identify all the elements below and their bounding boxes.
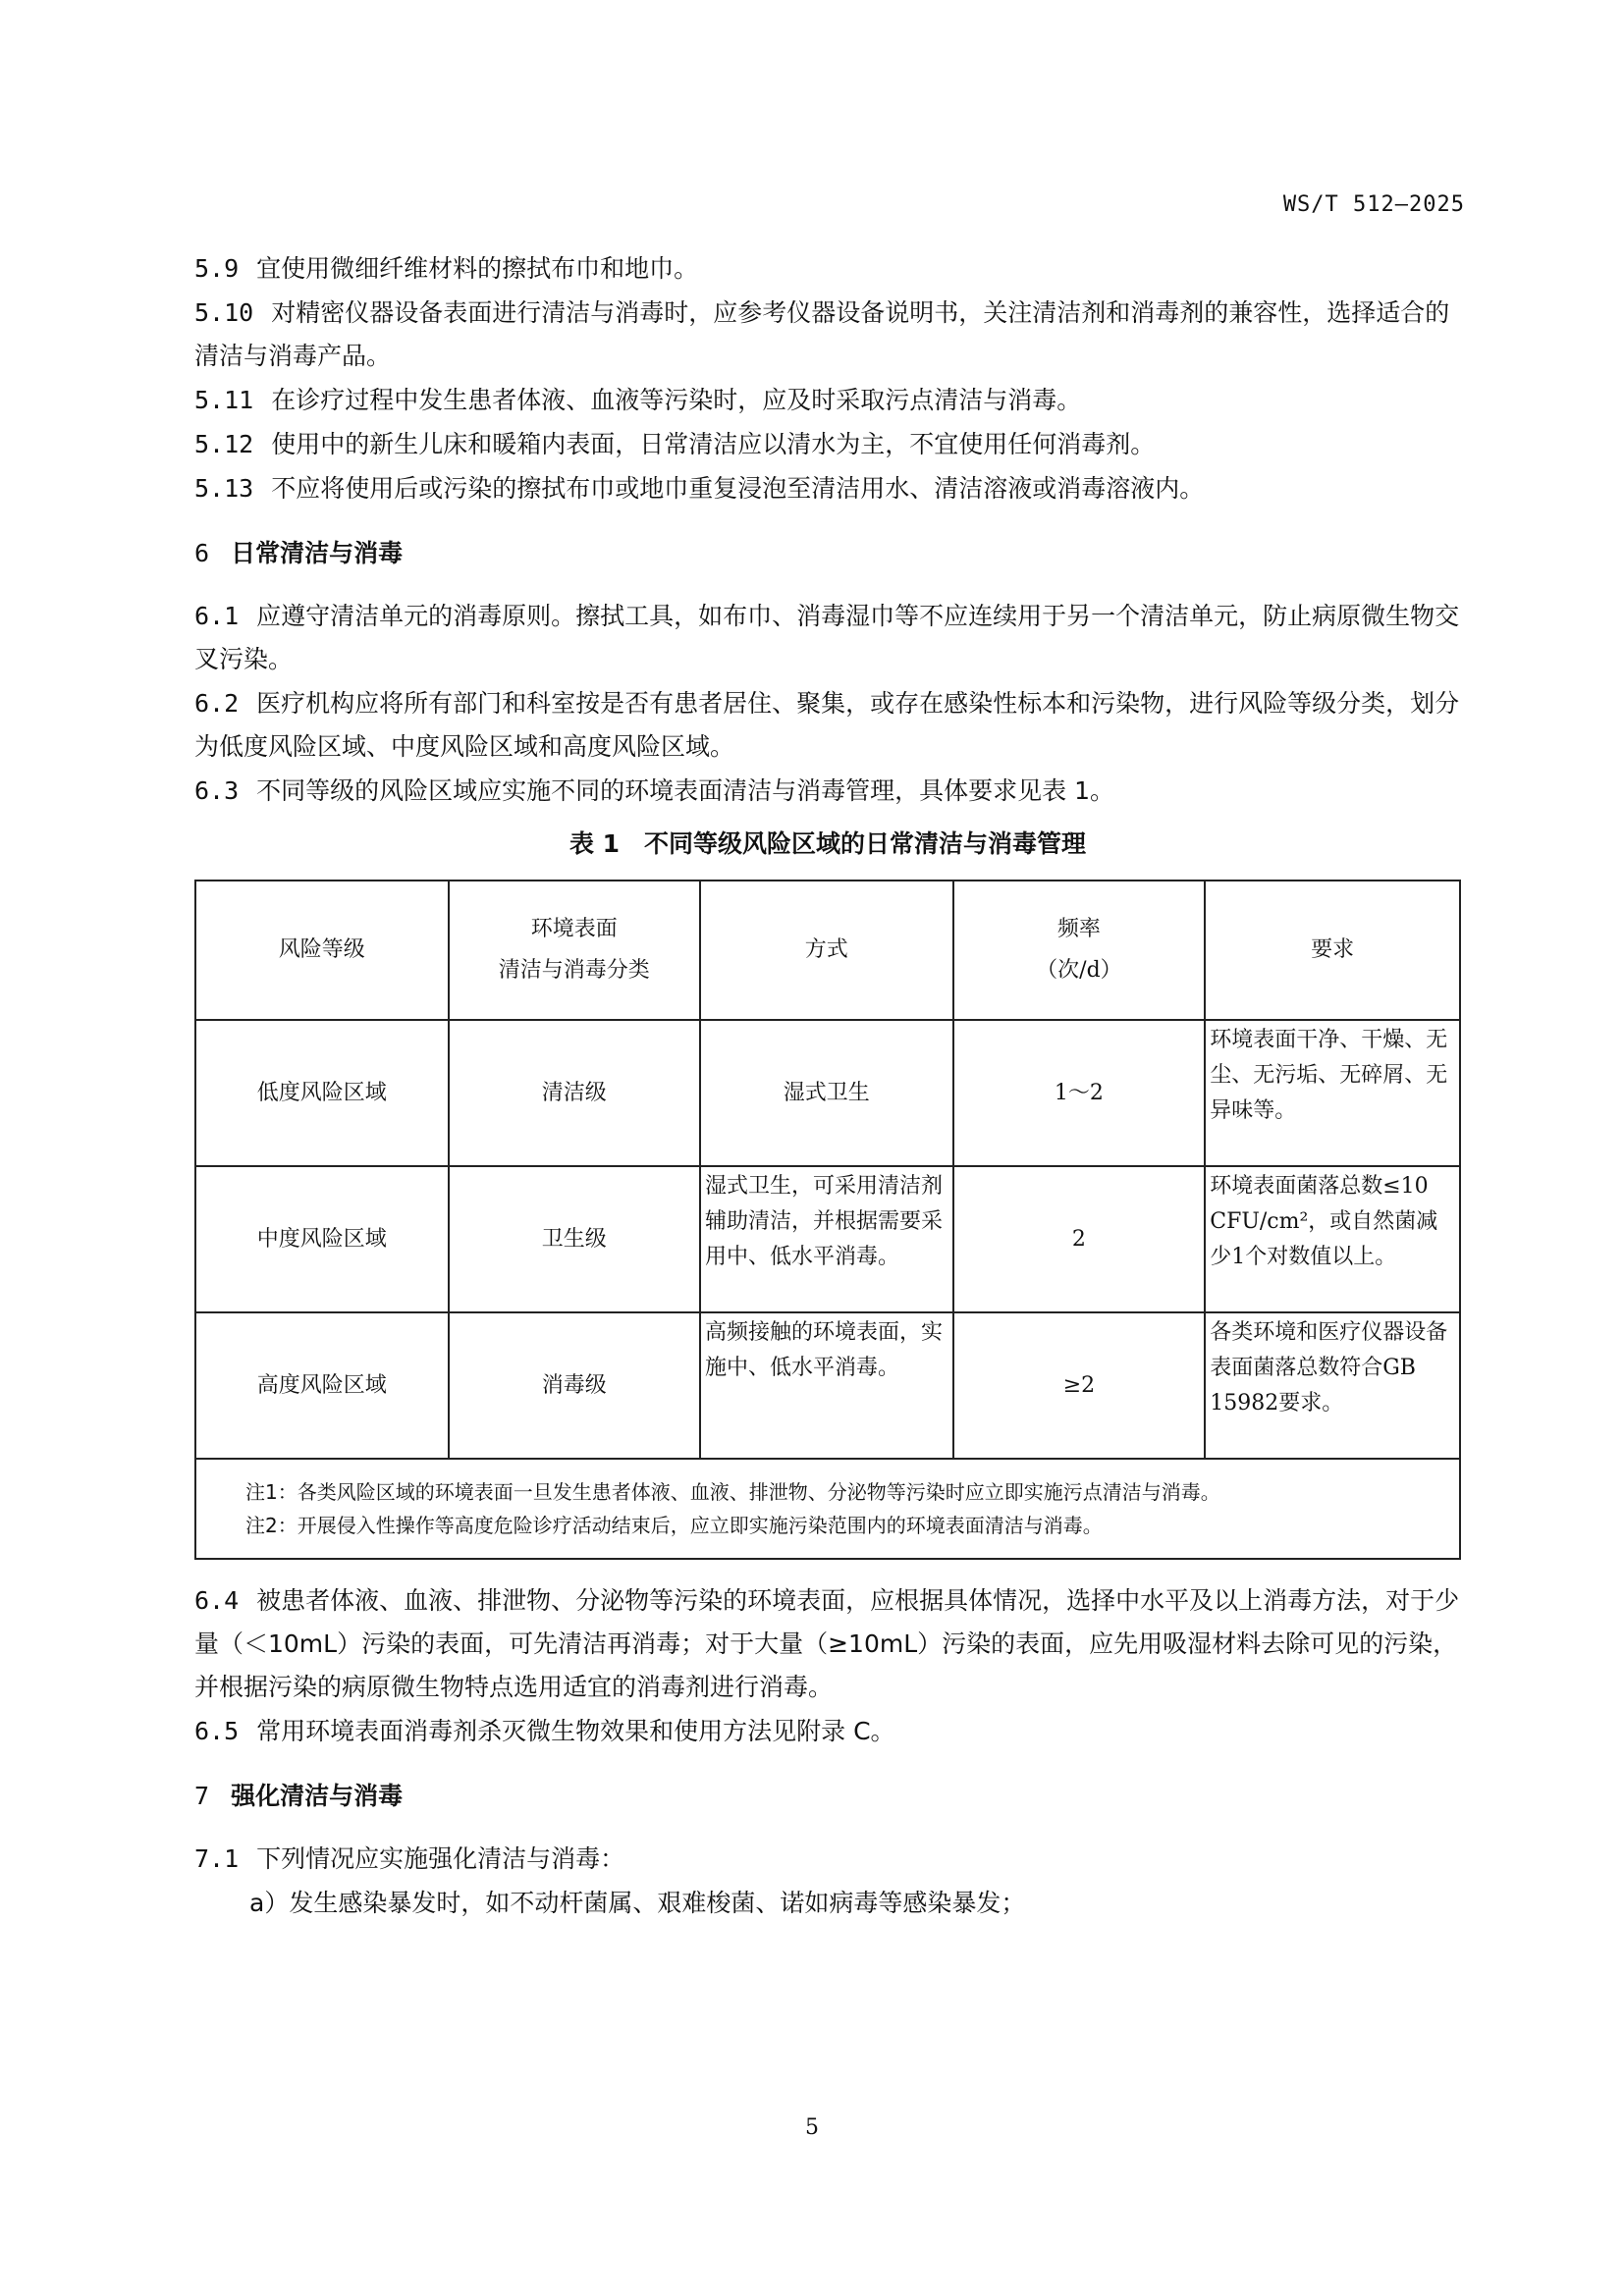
clause-6-3 bbox=[194, 770, 1461, 813]
clause-5-9 bbox=[194, 247, 1461, 291]
clause-5-11 bbox=[194, 379, 1461, 422]
header-frequency-line1: 频率 bbox=[1056, 917, 1101, 941]
cell-requirement: 各类环境和医疗仪器设备表面菌落总数符合GB 15982要求。 bbox=[1205, 1312, 1460, 1459]
cell-frequency: ≥2 bbox=[953, 1312, 1206, 1459]
table-notes bbox=[195, 1459, 1460, 1559]
clause-number: 5.12 bbox=[194, 430, 254, 458]
clause-number: 5.9 bbox=[194, 254, 240, 283]
clause-number: 6.2 bbox=[194, 689, 240, 718]
table-row bbox=[195, 1312, 1460, 1459]
cell-frequency: 2 bbox=[953, 1166, 1206, 1312]
document-code: WS/T 512—2025 bbox=[1282, 192, 1465, 217]
clause-number: 6.3 bbox=[194, 776, 240, 805]
clause-text: 对精密仪器设备表面进行清洁与消毒时，应参考仪器设备说明书，关注清洁剂和消毒剂的兼容性，选择适合的清洁与消毒产品。 bbox=[194, 298, 1450, 370]
header-frequency-line2: （次/d） bbox=[1036, 958, 1122, 983]
clause-text: 常用环境表面消毒剂杀灭微生物效果和使用方法见附录 C。 bbox=[256, 1717, 895, 1745]
header-surface-category bbox=[449, 881, 701, 1020]
cell-category: 卫生级 bbox=[449, 1166, 701, 1312]
cell-requirement: 环境表面干净、干燥、无尘、无污垢、无碎屑、无异味等。 bbox=[1205, 1020, 1460, 1166]
clause-number: 5.11 bbox=[194, 386, 254, 414]
header-method: 方式 bbox=[700, 881, 953, 1020]
clause-text: 使用中的新生儿床和暖箱内表面，日常清洁应以清水为主，不宜使用任何消毒剂。 bbox=[271, 430, 1156, 458]
header-risk-level: 风险等级 bbox=[195, 881, 449, 1020]
section-number: 7 bbox=[194, 1782, 210, 1810]
clause-6-5 bbox=[194, 1710, 1461, 1753]
cell-requirement: 环境表面菌落总数≤10 CFU/cm²，或自然菌减少1个对数值以上。 bbox=[1205, 1166, 1460, 1312]
cell-level: 中度风险区域 bbox=[195, 1166, 449, 1312]
clause-7-1 bbox=[194, 1838, 1461, 1881]
section-title: 强化清洁与消毒 bbox=[231, 1782, 404, 1810]
clause-5-13 bbox=[194, 467, 1461, 510]
clause-text: 应遵守清洁单元的消毒原则。擦拭工具，如布巾、消毒湿巾等不应连续用于另一个清洁单元，防止病原微生物交叉污染。 bbox=[194, 602, 1460, 673]
cell-category: 清洁级 bbox=[449, 1020, 701, 1166]
header-requirement: 要求 bbox=[1205, 881, 1460, 1020]
risk-area-table bbox=[194, 880, 1461, 1560]
cell-method: 高频接触的环境表面，实施中、低水平消毒。 bbox=[700, 1312, 953, 1459]
clause-number: 6.1 bbox=[194, 602, 240, 630]
header-surface-line1: 环境表面 bbox=[530, 917, 618, 941]
cell-level: 低度风险区域 bbox=[195, 1020, 449, 1166]
page-number: 5 bbox=[805, 2115, 819, 2140]
cell-method: 湿式卫生，可采用清洁剂辅助清洁，并根据需要采用中、低水平消毒。 bbox=[700, 1166, 953, 1312]
table-row bbox=[195, 1166, 1460, 1312]
list-item-a: a）发生感染暴发时，如不动杆菌属、艰难梭菌、诺如病毒等感染暴发； bbox=[249, 1889, 1026, 1917]
clause-5-10 bbox=[194, 292, 1461, 378]
clause-text: 医疗机构应将所有部门和科室按是否有患者居住、聚集，或存在感染性标本和污染物，进行风险等级分类，划分为低度风险区域、中度风险区域和高度风险区域。 bbox=[194, 689, 1460, 761]
clause-number: 6.5 bbox=[194, 1717, 240, 1745]
cell-method: 湿式卫生 bbox=[700, 1020, 953, 1166]
clause-number: 7.1 bbox=[194, 1844, 240, 1873]
section-7-heading bbox=[194, 1775, 1461, 1818]
table-caption: 表 1 不同等级风险区域的日常清洁与消毒管理 bbox=[568, 829, 1087, 858]
clause-text: 被患者体液、血液、排泄物、分泌物等污染的环境表面，应根据具体情况，选择中水平及以上消毒方法，对于少量（＜10mL）污染的表面，可先清洁再消毒；对于大量（≥10mL）污染的表面，应先用吸湿材料去除可见的污染，并根据污染的病原微生物特点选用适宜的消毒剂进行消毒。 bbox=[194, 1586, 1460, 1701]
clause-text: 不应将使用后或污染的擦拭布巾或地巾重复浸泡至清洁用水、清洁溶液或消毒溶液内。 bbox=[271, 474, 1205, 503]
section-title: 日常清洁与消毒 bbox=[231, 539, 404, 567]
clause-number: 6.4 bbox=[194, 1586, 240, 1615]
clause-6-2 bbox=[194, 682, 1461, 769]
clause-text: 在诊疗过程中发生患者体液、血液等污染时，应及时采取污点清洁与消毒。 bbox=[271, 386, 1082, 414]
clause-number: 5.10 bbox=[194, 298, 254, 327]
header-surface-line2: 清洁与消毒分类 bbox=[498, 958, 650, 983]
cell-category: 消毒级 bbox=[449, 1312, 701, 1459]
clause-6-4 bbox=[194, 1579, 1461, 1709]
clause-text: 下列情况应实施强化清洁与消毒： bbox=[256, 1844, 625, 1873]
cell-level: 高度风险区域 bbox=[195, 1312, 449, 1459]
clause-text: 宜使用微细纤维材料的擦拭布巾和地巾。 bbox=[256, 254, 699, 283]
section-6-heading bbox=[194, 532, 1461, 575]
table-header-row bbox=[195, 881, 1460, 1020]
table-notes-row bbox=[195, 1459, 1460, 1559]
clause-text: 不同等级的风险区域应实施不同的环境表面清洁与消毒管理，具体要求见表 1。 bbox=[256, 776, 1115, 805]
clause-number: 5.13 bbox=[194, 474, 254, 503]
clause-5-12 bbox=[194, 423, 1461, 466]
table-row bbox=[195, 1020, 1460, 1166]
cell-frequency: 1～2 bbox=[953, 1020, 1206, 1166]
table-note: 注1：各类风险区域的环境表面一旦发生患者体液、血液、排泄物、分泌物等污染时应立即实施污点清洁与消毒。 bbox=[245, 1480, 1220, 1504]
page-content bbox=[194, 247, 1461, 1925]
section-number: 6 bbox=[194, 539, 210, 567]
table-note: 注2：开展侵入性操作等高度危险诊疗活动结束后，应立即实施污染范围内的环境表面清洁与消毒。 bbox=[245, 1514, 1103, 1537]
clause-6-1 bbox=[194, 595, 1461, 681]
header-frequency bbox=[953, 881, 1206, 1020]
